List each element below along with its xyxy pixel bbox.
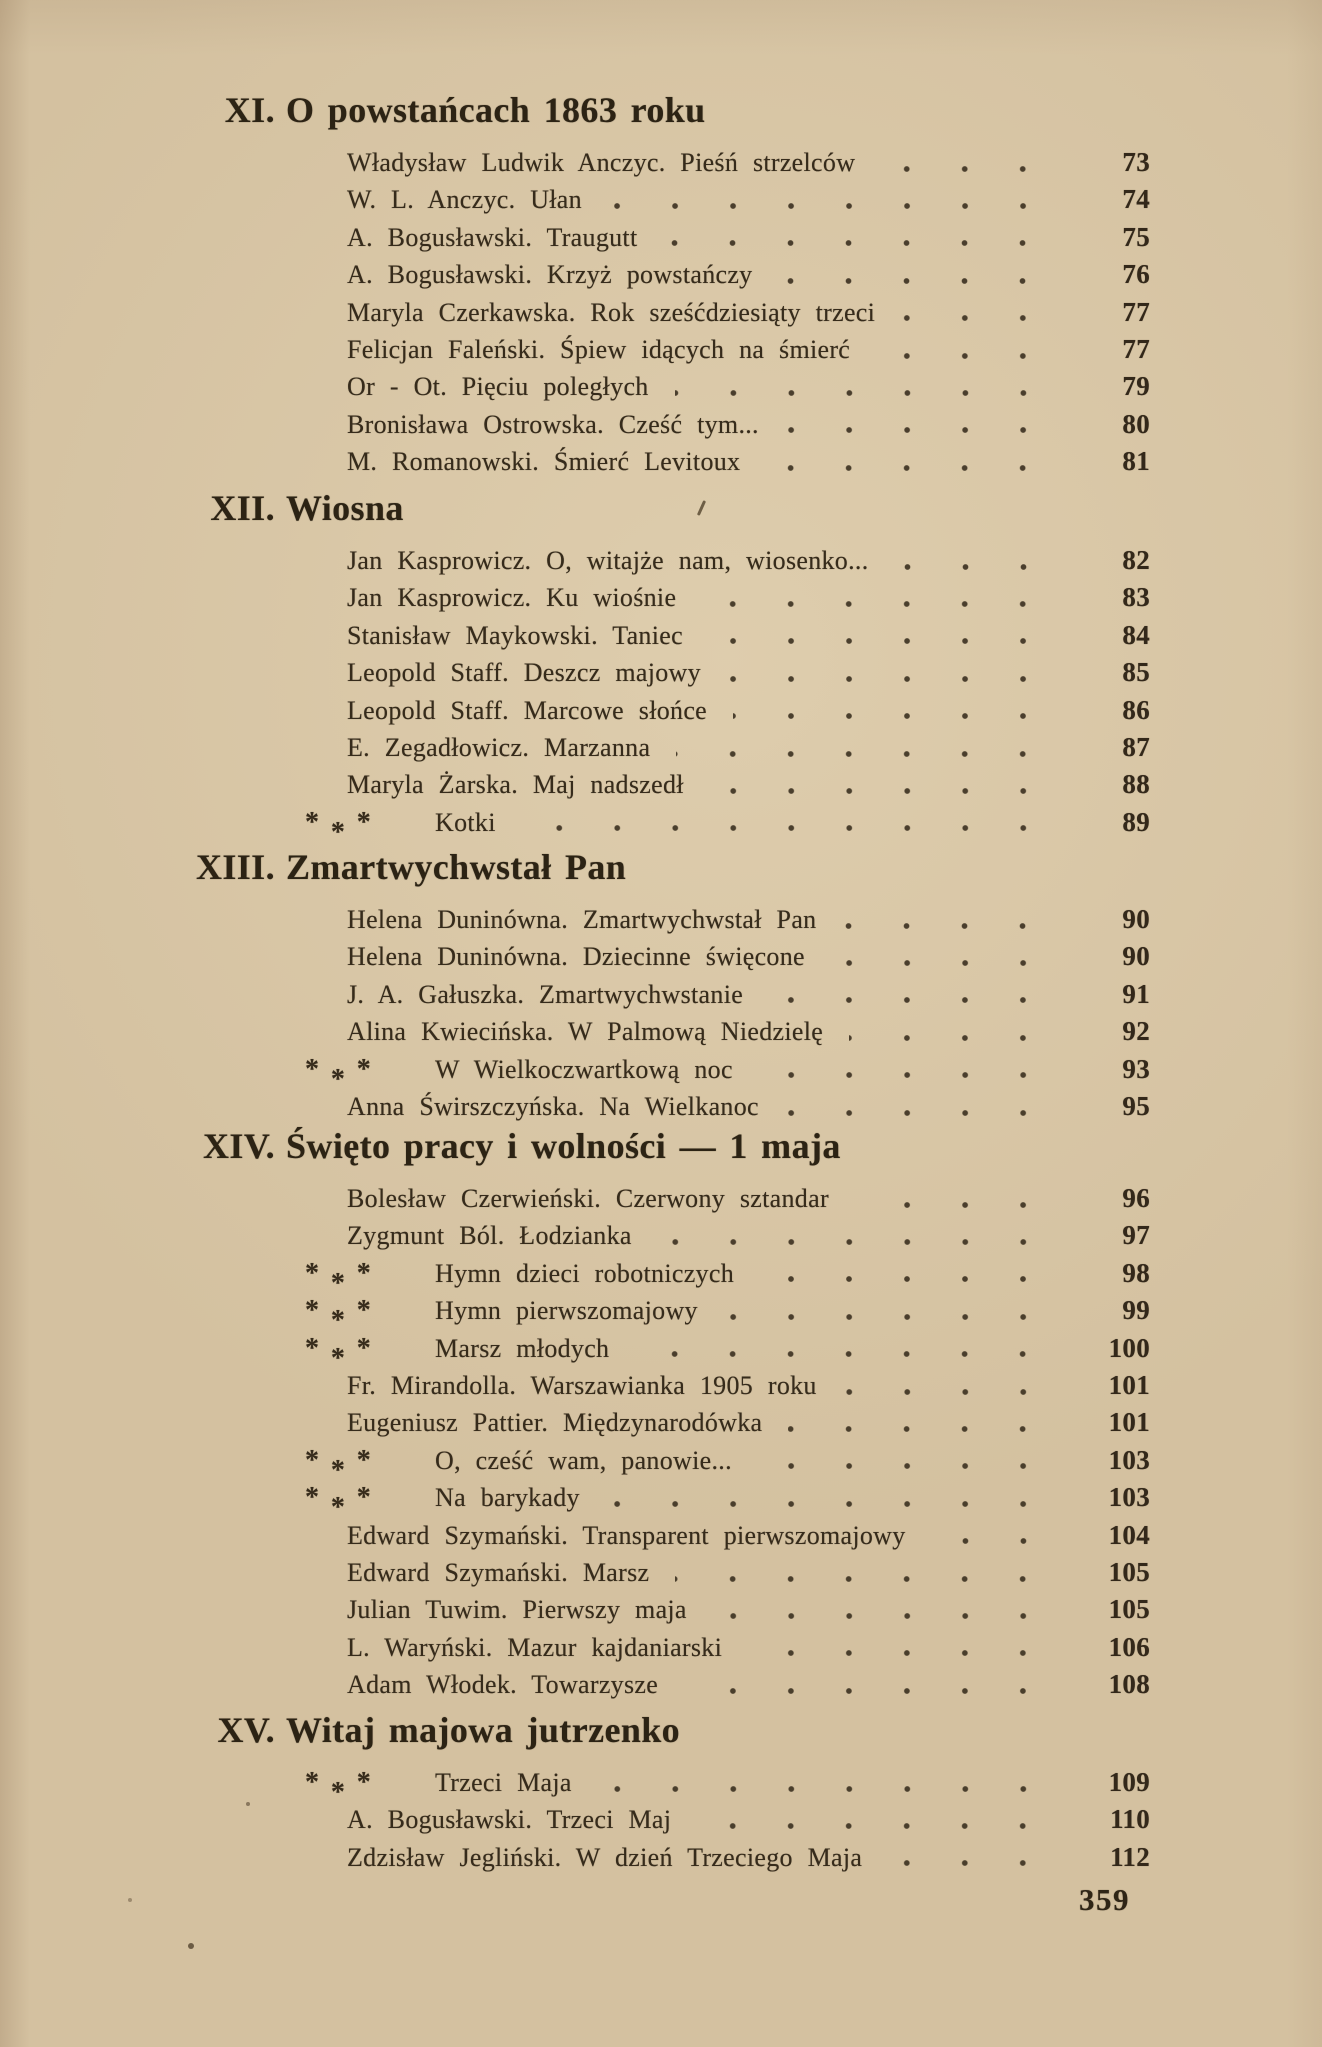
star-glyph: * [305,1257,320,1289]
leader-dots [831,958,1052,968]
toc-entry [283,144,1150,181]
toc-entry [283,1217,1150,1254]
entry-page-number: 110 [1110,1804,1150,1835]
section-numeral: XV. [217,1710,275,1750]
star-glyph: * [305,1295,320,1327]
star-glyph: * [305,1053,320,1085]
section-title: Wiosna [286,488,404,528]
entry-text: Zdzisław Jegliński. W dzień Trzeciego Maja [347,1842,863,1872]
entry-page-number: 73 [1122,147,1150,177]
entry-page-number: 82 [1122,545,1150,575]
star-glyph: * [305,1482,320,1514]
entry-text: Marsz młodych [435,1333,610,1363]
leader-dots [785,1108,1052,1118]
toc-entry [283,1404,1150,1441]
entry-text: Helena Duninówna. Zmartwychwstał Pan [347,905,817,934]
entry-page-number: 93 [1122,1053,1150,1084]
entry-page-number: 103 [1108,1482,1150,1513]
leader-dots [785,425,1052,435]
leader-dots [843,1387,1052,1397]
entry-text: A. Bogusławski. Traugutt [347,222,638,252]
star-glyph: * [305,806,320,838]
entry-text: Maryla Czerkawska. Rok sześćdziesiąty trzeci [347,297,876,327]
leader-dots [635,1349,1052,1359]
toc-section-xi [120,88,1150,481]
entry-page-number: 97 [1122,1220,1150,1251]
toc-entry [283,256,1150,293]
toc-entry [283,579,1150,616]
entry-page-number: 90 [1122,904,1150,934]
star-glyph: * [356,1053,371,1085]
entry-text: O, cześć wam, panowie... [435,1445,732,1475]
leader-dots [748,1648,1052,1658]
entry-page-number: 103 [1108,1444,1150,1475]
entry-text: W. L. Anczyc. Ułan [347,185,582,215]
section-heading [120,845,1150,889]
entry-text: Władysław Ludwik Anczyc. Pieśń strzelców [347,148,856,177]
leader-dots [881,164,1052,174]
entry-page-number: 98 [1122,1257,1150,1288]
entry-text: Eugeniusz Pattier. Międzynarodówka [347,1408,763,1438]
star-glyph: * [330,1267,346,1299]
toc-entry [283,1013,1150,1050]
toc-entry [283,1839,1150,1876]
toc-entry [283,1292,1150,1337]
toc-entry [283,692,1150,729]
entry-text: Felicjan Faleński. Śpiew idących na śmierć [347,334,851,364]
leader-dots [598,1784,1052,1794]
entry-text: M. Romanowski. Śmierć Levitoux [347,447,741,477]
leader-dots [710,786,1052,796]
leader-dots [888,1858,1052,1868]
toc-entry [283,804,1150,848]
entry-text: Jan Kasprowicz. O, witajże nam, wiosenko... [347,546,869,575]
section-numeral: XII. [210,488,275,528]
leader-dots [759,1070,1052,1080]
section-heading [120,1708,1150,1752]
star-glyph: * [356,1332,371,1364]
leader-dots [697,1821,1052,1831]
entry-text: Edward Szymański. Marsz [347,1557,650,1587]
star-glyph: * [305,1332,320,1364]
leader-dots [713,1611,1052,1621]
entry-text: Hymn dzieci robotniczych [435,1258,734,1288]
entry-page-number: 77 [1122,333,1150,364]
section-title: Witaj majowa jutrzenko [286,1710,681,1750]
anonymous-author-stars [305,1442,371,1486]
entry-page-number: 90 [1122,941,1150,972]
toc-entry [283,219,1150,256]
toc-entry [283,331,1150,368]
star-glyph: * [330,816,346,848]
toc-entry [283,1180,1150,1217]
leader-dots [522,823,1052,833]
star-glyph: * [356,806,371,838]
star-glyph: * [330,1342,346,1374]
star-glyph: * [356,1482,371,1514]
toc-section-xv [120,1708,1150,1876]
toc-entry [283,1330,1150,1374]
entry-text: A. Bogusławski. Krzyż powstańczy [347,260,753,290]
leader-dots [702,599,1052,609]
leader-dots [727,674,1052,684]
entry-page-number: 100 [1108,1332,1150,1363]
entry-page-number: 86 [1122,694,1150,725]
leader-dots [709,636,1052,646]
toc-entry [283,294,1150,331]
toc-entry [283,1051,1150,1095]
star-glyph: * [330,1492,346,1524]
toc-entry [283,406,1150,443]
toc-entry [283,443,1150,480]
toc-entry [283,368,1150,405]
leader-dots [675,1574,1052,1584]
section-numeral: XIV. [203,1126,275,1166]
leader-dots [733,711,1052,721]
leader-dots [901,313,1052,323]
toc-entry [283,1764,1150,1808]
leader-dots [663,238,1052,248]
section-title: Zmartwychwstał Pan [286,847,627,887]
paper-speck [246,1802,250,1806]
toc-section-xii [120,486,1150,848]
entry-text: Or - Ot. Pięciu poległych [347,372,649,402]
leader-dots [932,1536,1052,1546]
entry-page-number: 105 [1108,1556,1150,1587]
entry-page-number: 84 [1122,619,1150,650]
toc-entry [283,729,1150,766]
toc-entry [283,1666,1150,1703]
leader-dots [778,276,1052,286]
entry-text: W Wielkoczwartkową noc [435,1054,733,1084]
leader-dots [895,562,1053,572]
entry-page-number: 112 [1110,1841,1150,1872]
entry-page-number: 95 [1122,1090,1150,1121]
toc-entry [283,1442,1150,1486]
entry-text: Jan Kasprowicz. Ku wiośnie [347,583,677,613]
entry-page-number: 88 [1122,769,1150,800]
star-glyph: * [330,1454,346,1486]
entry-text: Trzeci Maja [435,1768,572,1797]
section-heading [120,88,1150,132]
toc-section-xiii [120,845,1150,1125]
entry-page-number: 99 [1122,1295,1150,1326]
leader-dots [842,921,1052,931]
section-entries [283,901,1150,1125]
toc-entry [283,1255,1150,1299]
entry-text: Leopold Staff. Deszcz majowy [347,658,701,688]
entry-text: Stanisław Maykowski. Taniec [347,620,683,650]
leader-dots [606,1499,1052,1509]
toc-entry [283,617,1150,654]
toc-section-xiv [120,1124,1150,1703]
entry-text: Bronisława Ostrowska. Cześć tym... [347,409,759,439]
entry-text: Zygmunt Ból. Łodzianka [347,1221,632,1251]
leader-dots [608,201,1052,211]
paper-speck [128,1898,132,1902]
entry-text: Leopold Staff. Marcowe słońce [347,695,708,725]
entry-page-number: 87 [1122,731,1150,762]
entry-text: A. Bogusławski. Trzeci Maj [347,1805,672,1835]
entry-page-number: 109 [1108,1767,1150,1797]
entry-page-number: 74 [1122,184,1150,215]
anonymous-author-stars [305,1764,371,1808]
section-entries [283,1764,1150,1876]
leader-dots [788,1424,1052,1434]
entry-text: L. Waryński. Mazur kajdaniarski [347,1632,723,1662]
toc-entry [283,542,1150,579]
leader-dots [760,1274,1052,1284]
section-heading [120,486,1150,530]
entry-page-number: 106 [1108,1631,1150,1662]
toc-entry [283,766,1150,803]
entry-page-number: 85 [1122,657,1150,688]
section-heading [120,1124,1150,1168]
star-glyph: * [330,1063,346,1095]
leader-dots [849,1033,1052,1043]
toc-entry [283,1554,1150,1591]
entry-page-number: 91 [1122,978,1150,1009]
toc-entry [283,976,1150,1013]
entry-text: Bolesław Czerwieński. Czerwony sztandar [347,1184,829,1213]
entry-page-number: 96 [1122,1183,1150,1213]
entry-text: Helena Duninówna. Dziecinne święcone [347,942,805,972]
leader-dots [724,1312,1052,1322]
leader-dots [675,388,1052,398]
section-entries [283,144,1150,481]
section-numeral: XI. [224,90,275,130]
anonymous-author-stars [305,804,371,848]
entry-page-number: 75 [1122,221,1150,252]
entry-text: Na barykady [435,1483,580,1513]
section-title: Święto pracy i wolności — 1 maja [286,1126,841,1166]
entry-page-number: 104 [1108,1519,1150,1550]
star-glyph: * [356,1767,371,1798]
toc-entry [283,181,1150,218]
toc-entry [283,1629,1150,1666]
star-glyph: * [305,1767,320,1798]
leader-dots [876,351,1052,361]
leader-dots [758,1461,1052,1471]
toc-entry [283,1517,1150,1554]
entry-page-number: 79 [1122,371,1150,402]
entry-page-number: 105 [1108,1594,1150,1625]
entry-page-number: 101 [1108,1369,1150,1400]
leader-dots [855,1200,1052,1210]
entry-page-number: 108 [1108,1669,1150,1700]
leader-dots [658,1237,1052,1247]
entry-text: E. Zegadłowicz. Marzanna [347,732,651,762]
leader-dots [769,995,1052,1005]
star-glyph: * [330,1305,346,1337]
toc-entry [283,938,1150,975]
toc-entry [283,1367,1150,1404]
entry-page-number: 83 [1122,582,1150,613]
entry-page-number: 92 [1122,1016,1150,1047]
leader-dots [766,463,1052,473]
page-number-footer: 359 [1079,1882,1130,1917]
entry-page-number: 80 [1122,408,1150,439]
star-glyph: * [356,1295,371,1327]
star-glyph: * [330,1777,346,1808]
entry-page-number: 81 [1122,446,1150,477]
section-numeral: XIII. [195,847,275,887]
entry-text: Maryla Żarska. Maj nadszedł [347,770,684,800]
toc-entry [283,1591,1150,1628]
paper-speck [188,1943,194,1949]
toc-entry [283,1479,1150,1524]
star-glyph: * [305,1444,320,1476]
toc-entry [283,1088,1150,1125]
anonymous-author-stars [305,1255,371,1299]
entry-text: Alina Kwiecińska. W Palmową Niedzielę [347,1017,824,1047]
section-entries [283,542,1150,848]
star-glyph: * [356,1257,371,1289]
entry-page-number: 89 [1122,806,1150,837]
section-entries [283,1180,1150,1703]
toc-entry [283,901,1150,938]
entry-text: Edward Szymański. Transparent pierwszomajowy [347,1520,906,1550]
anonymous-author-stars [305,1051,371,1095]
toc-entry [283,654,1150,691]
leader-dots [684,1686,1052,1696]
section-title: O powstańcach 1863 roku [286,90,706,130]
entry-page-number: 77 [1122,296,1150,327]
entry-text: Adam Włodek. Towarzysze [347,1670,659,1700]
entry-text: Hymn pierwszomajowy [435,1296,698,1326]
entry-text: Anna Świrszczyńska. Na Wielkanoc [347,1091,759,1121]
star-glyph: * [356,1444,371,1476]
entry-page-number: 101 [1108,1407,1150,1438]
entry-text: Fr. Mirandolla. Warszawianka 1905 roku [347,1370,817,1400]
entry-text: J. A. Gałuszka. Zmartwychwstanie [347,979,744,1009]
leader-dots [676,749,1052,759]
entry-page-number: 76 [1122,259,1150,290]
entry-text: Julian Tuwim. Pierwszy maja [347,1595,687,1625]
toc-entry [283,1801,1150,1838]
entry-text: Kotki [435,807,496,837]
